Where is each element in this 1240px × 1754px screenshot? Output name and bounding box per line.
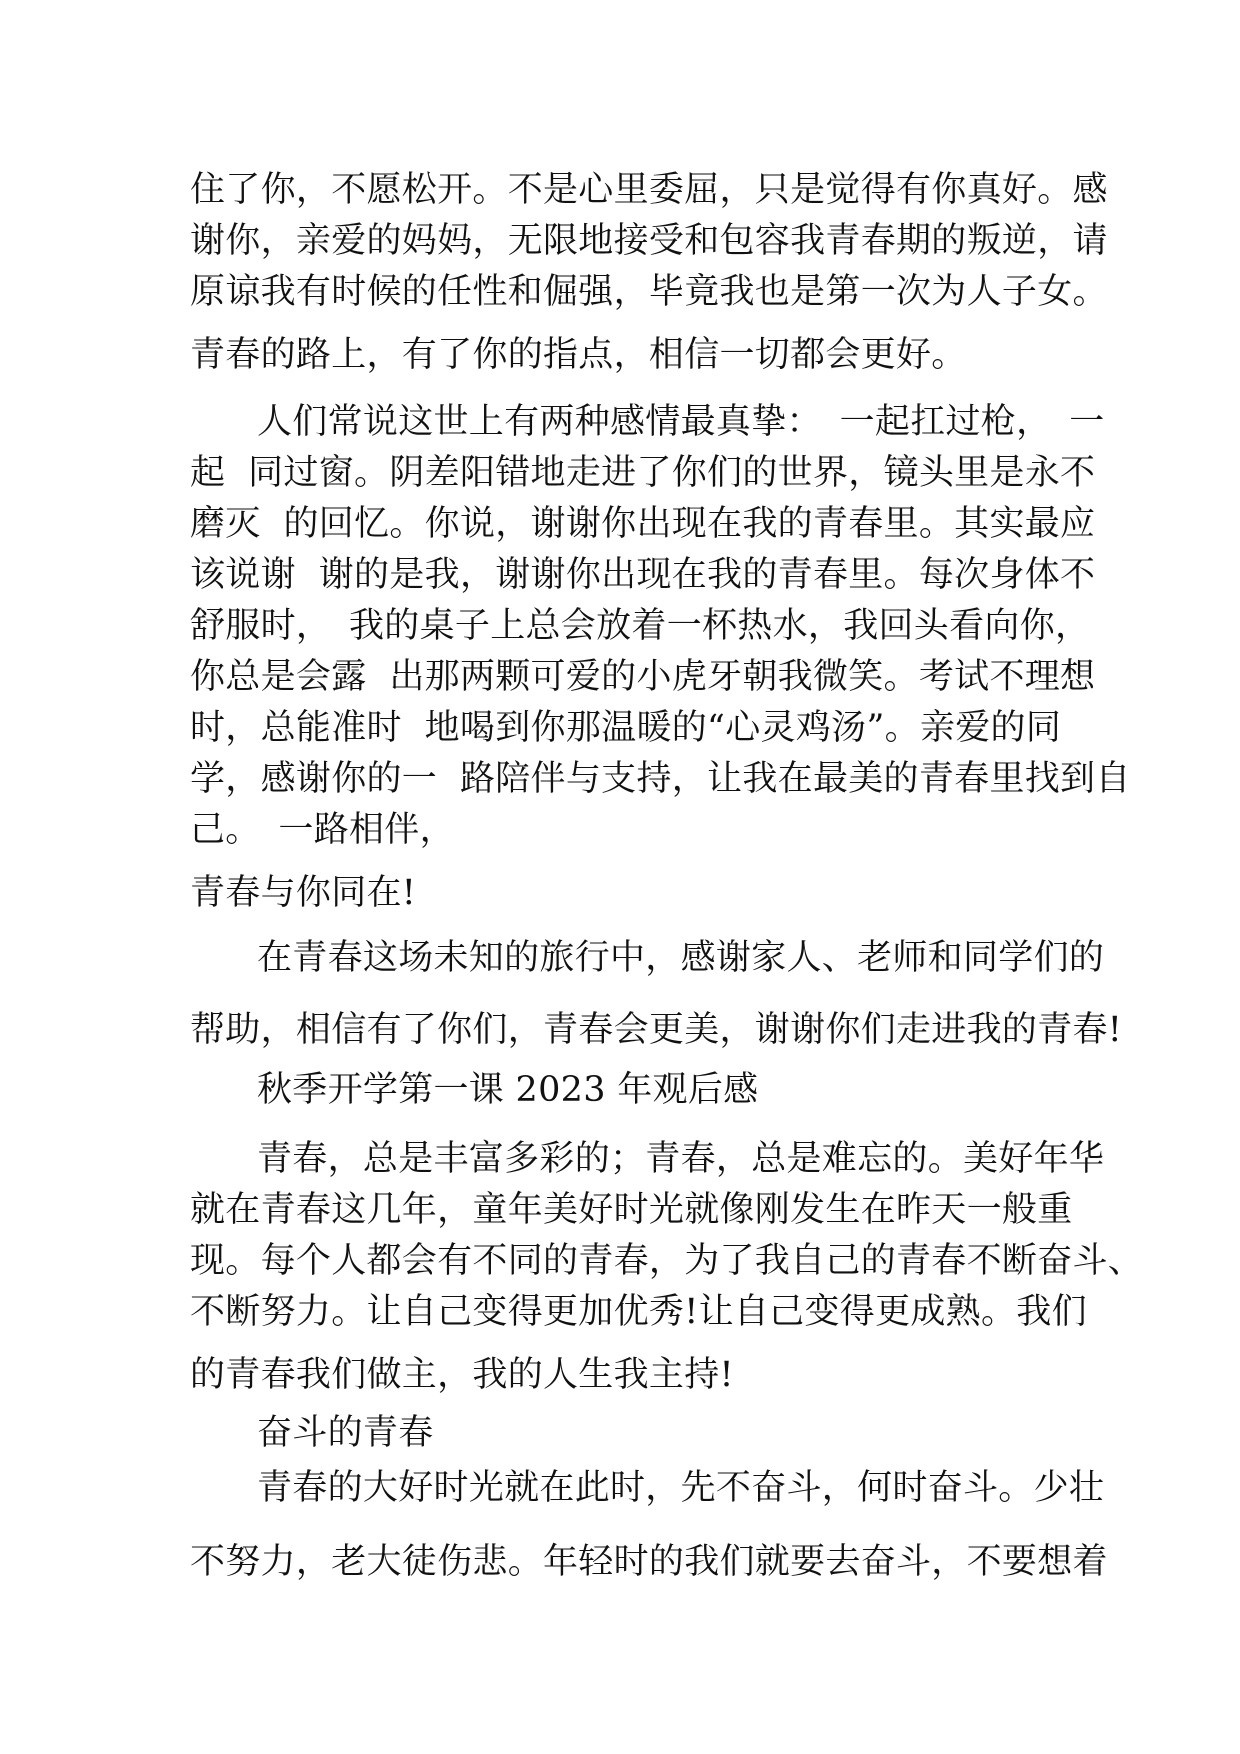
- paragraph-start-line: 青春，总是丰富多彩的；青春，总是难忘的。美好年华: [257, 1139, 1105, 1179]
- text-line: 住了你，不愿松开。不是心里委屈，只是觉得有你真好。感: [190, 170, 1108, 210]
- text-line: 现。每个人都会有不同的青春，为了我自己的青春不断奋斗、: [190, 1241, 1144, 1281]
- section-heading: 秋季开学第一课 2023 年观后感: [257, 1070, 759, 1110]
- text-line: 起 同过窗。阴差阳错地走进了你们的世界，镜头里是永不: [190, 453, 1096, 493]
- text-line: 青春与你同在!: [190, 873, 417, 913]
- text-line: 不断努力。让自己变得更加优秀!让自己变得更成熟。我们: [190, 1292, 1087, 1332]
- paragraph-start-line: 青春的大好时光就在此时，先不奋斗，何时奋斗。少壮: [257, 1468, 1105, 1508]
- text-line: 就在青春这几年，童年美好时光就像刚发生在昨天一般重: [190, 1190, 1073, 1230]
- text-line: 帮助，相信有了你们，青春会更美，谢谢你们走进我的青春!: [190, 1010, 1123, 1050]
- text-line: 时，总能准时 地喝到你那温暖的“心灵鸡汤”。亲爱的同: [190, 708, 1062, 748]
- text-line: 舒服时， 我的桌子上总会放着一杯热水，我回头看向你，: [190, 606, 1091, 646]
- paragraph-start-line: 在青春这场未知的旅行中，感谢家人、老师和同学们的: [257, 938, 1105, 978]
- text-line: 谢你，亲爱的妈妈，无限地接受和包容我青春期的叛逆，请: [190, 221, 1108, 261]
- text-line: 己。 一路相伴，: [190, 810, 455, 850]
- text-line: 的青春我们做主，我的人生我主持!: [190, 1355, 734, 1395]
- section-heading: 奋斗的青春: [257, 1413, 434, 1453]
- text-line: 青春的路上，有了你的指点，相信一切都会更好。: [190, 335, 967, 375]
- text-line: 不努力，老大徒伤悲。年轻时的我们就要去奋斗，不要想着: [190, 1542, 1108, 1582]
- text-line: 你总是会露 出那两颗可爱的小虎牙朝我微笑。考试不理想: [190, 657, 1096, 697]
- text-line: 该说谢 谢的是我，谢谢你出现在我的青春里。每次身体不: [190, 555, 1096, 595]
- paragraph-start-line: 人们常说这世上有两种感情最真挚： 一起扛过枪， 一: [257, 402, 1105, 442]
- text-line: 原谅我有时候的任性和倔强，毕竟我也是第一次为人子女。: [190, 272, 1108, 312]
- text-line: 磨灭 的回忆。你说，谢谢你出现在我的青春里。其实最应: [190, 504, 1096, 544]
- text-line: 学，感谢你的一 路陪伴与支持，让我在最美的青春里找到自: [190, 759, 1131, 799]
